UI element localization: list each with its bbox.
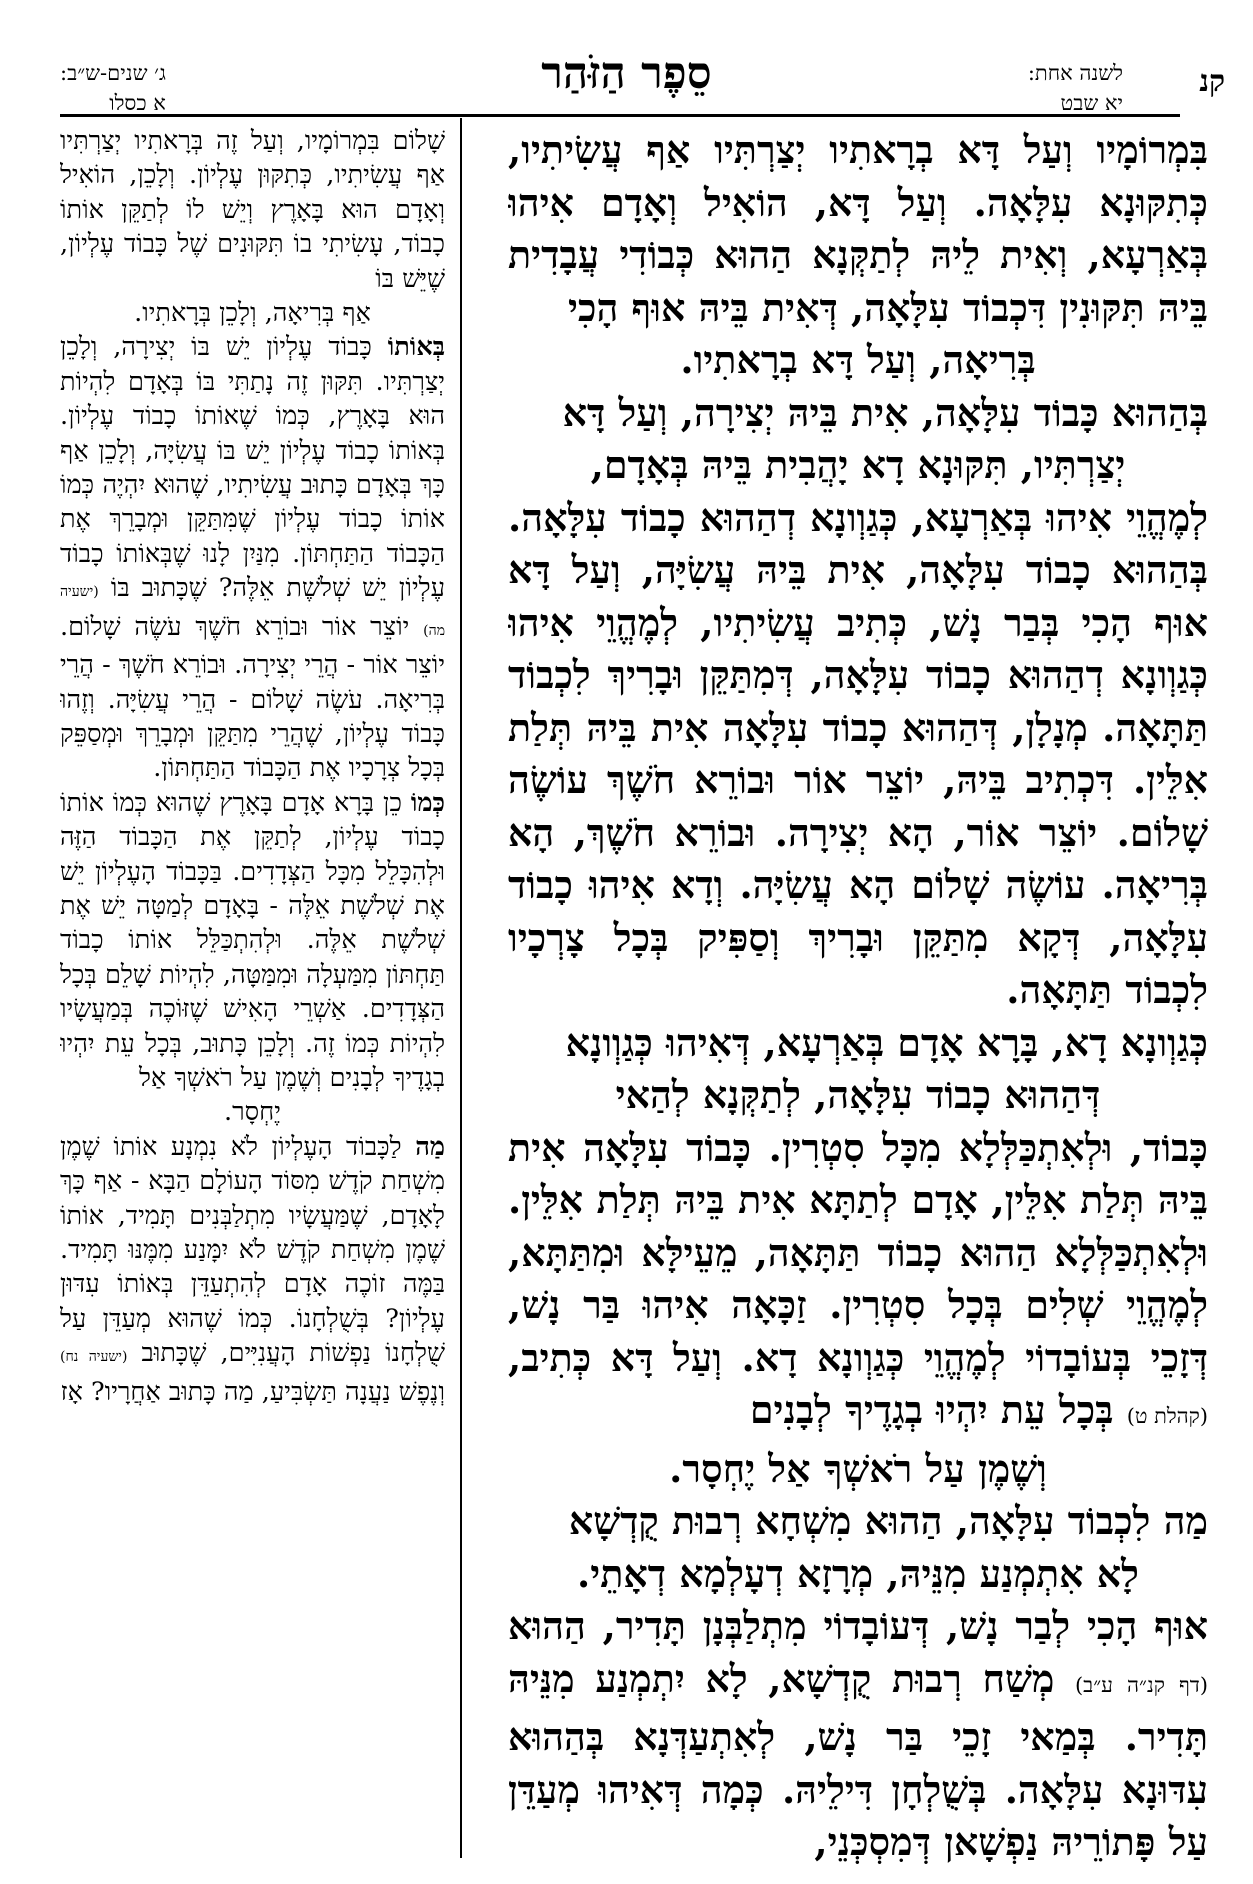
main-text: מְשַׁח רְבוּת קֻדְשָׁא, לָא יִתְמְנַע מִנֵּיהּ תָּדִיר. בְּמַאי זָכֵי בַּר נָשׁ, לְאִתְעַדְּנָא בְּהַהוּא עִדּוּנָא עִלָּאָה. בְּשֻׁלְחָן דִּילֵיהּ. כְּמָה דְּאִיהוּ מְעַדֵּן עַל פָּתוֹרֵיהּ נַפְשָׁאן דְּמִסְכְּנֵי, <box>508 1655 1208 1864</box>
main-text: אוּף הָכִי לְבַר נָשׁ, דְּעוֹבָדוֹי מִתְלַבְּנָן תָּדִיר, הַהוּא <box>508 1603 1208 1648</box>
main-paragraph-line <box>508 1548 1208 1601</box>
side-paragraph-end <box>60 1095 445 1129</box>
main-text: לְמֶהֱוֵי אִיהוּ בְּאַרְעָא, כְּגַוְונָא דְהַהוּא כָבוֹד עִלָּאָה. בְּהַהוּא כָבוֹד עִלָּאָה, אִית בֵּיהּ עֲשִׂיָּה, וְעַל דָּא אוּף הָכִי בְּבַר נָשׁ, כְּתִיב עֲשִׂיתִיו, לְמֶהֱוֵי אִיהוּ כְּגַוְונָא דְהַהוּא כָבוֹד עִלָּאָה, דְּמִתַּקֵּן וּבָרִיךְ לִכְבוֹד תַּתָּאָה. מְנָלָן, דְּהַהוּא כָבוֹד עִלָּאָה אִית בֵּיהּ תְּלַת אִלֵּין. דִּכְתִיב בֵּיהּ, יוֹצֵר אוֹר וּבוֹרֵא חֹשֶׁךְ עוֹשֶׂה שָׁלוֹם. יוֹצֵר אוֹר, הָא יְצִירָה. וּבוֹרֵא חֹשֶׁךְ, הָא בְּרִיאָה. עוֹשֶׂה שָׁלוֹם הָא עֲשִׂיָּה. וְדָא אִיהוּ כָבוֹד עִלָּאָה, דְּקָא מִתַּקֵּן וּבָרִיךְ וְסַפִּיק בְּכָל צָרְכָיו לִכְבוֹד תַּתָּאָה. <box>508 494 1208 1012</box>
main-paragraph <box>508 124 1208 334</box>
schedule-label-left: ג׳ שנים-ש״ב: <box>60 61 166 85</box>
schedule-label-right: לשנה אחת: <box>1027 61 1123 85</box>
page-header <box>0 0 1253 118</box>
side-paragraph <box>60 786 445 1096</box>
main-text: בְּכָל עֵת יִהְיוּ בְגָדֶיךָ לְבָנִים <box>749 1387 1114 1432</box>
study-schedule-three-years <box>60 58 166 118</box>
scripture-reference: (ישעיה מה) <box>60 584 445 639</box>
main-text: דָא, בָּרָא אָדָם בְּאַרְעָא, דְּאִיהוּ כְּגַוְונָא <box>565 1019 1108 1065</box>
main-text: דְּהַהוּא כָבוֹד עִלָּאָה, לְתַקְּנָא לְהַאי <box>615 1072 1101 1117</box>
side-text: יֶחְסָר. <box>224 1097 281 1128</box>
paragraph-lead-word: בְּהַהוּא <box>1111 389 1208 435</box>
main-paragraph-end <box>508 1443 1208 1496</box>
schedule-date-left: א כסלו <box>109 91 166 115</box>
side-paragraph <box>60 330 445 785</box>
main-paragraph-line <box>508 1069 1208 1122</box>
side-text: יוֹצֵר אוֹר וּבוֹרֵא חֹשֶׁךְ עֹשֶׂה שָׁלוֹם. יוֹצֵר אוֹר - הֲרֵי יְצִירָה. וּבוֹרֵא חֹשֶׁךְ - הֲרֵי בְּרִיאָה. עֹשֶׂה שָׁלוֹם - הֲרֵי עֲשִׂיָּה. וְזֶהוּ כָּבוֹד עֶלְיוֹן, שֶׁהֲרֵי מִתַּקֵּן וּמְבָרֵךְ וּמְסַפֵּק בְּכָל צְרָכָיו אֶת הַכָּבוֹד הַתַּחְתּוֹן. <box>60 611 445 784</box>
paragraph-lead-word: כְּמוֹ <box>410 787 445 818</box>
main-text: לִכְבוֹד עִלָּאָה, הַהוּא מִשְׁחָא רְבוּת קֻדְשָׁא <box>568 1498 1151 1543</box>
side-text: אַף בְּרִיאָה, וְלָכֵן בְּרָאתִיו. <box>134 298 371 329</box>
page-number: קנ <box>1199 64 1225 99</box>
paragraph-lead-word: מַה <box>415 1131 445 1162</box>
side-paragraph-end <box>60 296 445 330</box>
main-paragraph-end <box>508 334 1208 387</box>
main-paragraph <box>508 387 1208 440</box>
book-title: סֵפֶר הַזֹּהַר <box>541 48 712 99</box>
main-text: לָא אִתְמְנַע מִנֵּיהּ, מְרָזָא דְעָלְמָא דְאָתֵי. <box>577 1550 1139 1596</box>
side-paragraph <box>60 1130 445 1409</box>
hebrew-translation-column <box>60 124 445 1864</box>
main-text: וְשֶׁמֶן עַל רֹאשְׁךָ אַל יֶחְסָר. <box>669 1445 1047 1491</box>
paragraph-lead-word: מַה <box>1163 1498 1208 1543</box>
main-paragraph-line <box>508 439 1208 492</box>
main-paragraph <box>508 1122 1208 1443</box>
main-text: כָּבוֹד, וּלְאִתְכַּלְּלָא מִכָּל סִטְרִין. כָּבוֹד עִלָּאָה אִית בֵּיהּ תְּלַת אִלֵּין, אָדָם לְתַתָּא אִית בֵּיהּ תְּלַת אִלֵּין. וּלְאִתְכַּלְּלָא הַהוּא כָבוֹד תַּתָּאָה, מֵעֵילָּא וּמִתַּתָּא, לְמֶהֱוֵי שְׁלִים בְּכָל סִטְרִין. זַכָּאָה אִיהוּ בַּר נָשׁ, דְּזָכֵי בְּעוֹבָדוֹי לְמֶהֱוֵי כְּגַוְונָא דָא. וְעַל דָּא כְּתִיב, <box>508 1124 1208 1380</box>
main-paragraph <box>508 1495 1208 1548</box>
side-text: שָׁלוֹם בִּמְרוֹמָיו, וְעַל זֶה בְּרָאתִיו יְצַרְתִּיו אַף עֲשִׂיתִיו, כְּתִקּוּן עֶלְיוֹן. וְלָכֵן, הוֹאִיל וְאָדָם הוּא בָּאָרֶץ וְיֵשׁ לוֹ לְתַקֵּן אוֹתוֹ כָבוֹד, עָשִׂיתִי בוֹ תִּקּוּנִים שֶׁל כָּבוֹד עֶלְיוֹן, שֶׁיֵּשׁ בּוֹ <box>60 126 445 294</box>
scripture-reference: (ישעיה נח) <box>60 1349 128 1366</box>
column-divider <box>460 118 462 1858</box>
side-text: כָּבוֹד עֶלְיוֹן יֵשׁ בּוֹ יְצִירָה, וְלָכֵן יְצַרְתִּיו. תִּקּוּן זֶה נָתַתִּי בּוֹ בְּאָדָם לִהְיוֹת הוּא בָּאָרֶץ, כְּמוֹ שֶׁאוֹתוֹ כָבוֹד עֶלְיוֹן. בְּאוֹתוֹ כָבוֹד עֶלְיוֹן יֵשׁ בּוֹ עֲשִׂיָּה, וְלָכֵן אַף כָּךְ בְּאָדָם כָּתוּב עֲשִׂיתִיו, שֶׁהוּא יִהְיֶה כְּמוֹ אוֹתוֹ כָבוֹד עֶלְיוֹן שֶׁמִּתַּקֵּן וּמְבָרֵךְ אֶת הַכָּבוֹד הַתַּחְתּוֹן. מִנַּיִן לָנוּ שֶׁבְּאוֹתוֹ כָבוֹד עֶלְיוֹן יֵשׁ שְׁלֹשֶׁת אֵלֶּה? שֶׁכָּתוּב בּוֹ <box>60 332 445 604</box>
folio-reference: (דף קנ״ה ע״ב) <box>1075 1672 1208 1697</box>
main-paragraph <box>508 1017 1208 1070</box>
main-text: יְצַרְתִּיו, תִּקּוּנָא דָא יָהֲבִית בֵּיהּ בְּאָדָם, <box>590 442 1126 487</box>
side-text: לַכָּבוֹד הָעֶלְיוֹן לֹא נִמְנָע אוֹתוֹ שֶׁמֶן מִשְׁחַת קֹדֶשׁ מִסּוֹד הָעוֹלָם הַבָּא - אַף כָּךְ לָאָדָם, שֶׁמַּעֲשָׂיו מִתְלַבְּנִים תָּמִיד, אוֹתוֹ שֶׁמֶן מִשְׁחַת קֹדֶשׁ לֹא יִמָּנַע מִמֶּנּוּ תָּמִיד. בַּמֶּה זוֹכֶה אָדָם לְהִתְעַדֵּן בְּאוֹתוֹ עִדּוּן עֶלְיוֹן? בְּשֻׁלְחָנוֹ. כְּמוֹ שֶׁהוּא מְעַדֵּן עַל שֻׁלְחָנוֹ נַפְשׁוֹת הָעֲנִיִּים, שֶׁכָּתוּב <box>60 1131 445 1369</box>
side-paragraph <box>60 124 445 296</box>
side-text: וְנֶפֶשׁ נַעֲנָה תַּשְׂבִּיעַ, מַה כָּתוּב אַחֲרָיו? אָז <box>60 1376 445 1407</box>
paragraph-lead-word: כְּגַוְונָא <box>1120 1019 1208 1065</box>
header-rule <box>60 114 1180 117</box>
aramaic-main-column <box>508 124 1208 1864</box>
scripture-reference: (קהלת ט) <box>1126 1404 1208 1428</box>
schedule-date-right: יא שבט <box>1060 91 1123 115</box>
paragraph-lead-word: בְּאוֹתוֹ <box>387 332 445 363</box>
main-paragraph <box>508 1600 1208 1864</box>
main-paragraph <box>508 492 1208 1017</box>
main-text: כָּבוֹד עִלָּאָה, אִית בֵּיהּ יְצִירָה, וְעַל דָּא <box>562 389 1099 435</box>
main-text: בְּרִיאָה, וְעַל דָּא בְרָאתִיו. <box>680 337 1036 382</box>
main-text: בִּמְרוֹמָיו וְעַל דָּא בְרָאתִיו יְצַרְתִּיו אַף עֲשִׂיתִיו, כְּתִקּוּנָא עִלָּאָה. וְעַל דָּא, הוֹאִיל וְאָדָם אִיהוּ בְּאַרְעָא, וְאִית לֵיהּ לְתַקְּנָא הַהוּא כְּבוֹדִי עֲבָדִית בֵּיהּ תִּקּוּנִין דִּכְבוֹד עִלָּאָה, דְּאִית בֵּיהּ אוּף הָכִי <box>508 127 1208 330</box>
side-text: כֵן בָּרָא אָדָם בָּאָרֶץ שֶׁהוּא כְּמוֹ אוֹתוֹ כָבוֹד עֶלְיוֹן, לְתַקֵּן אֶת הַכָּבוֹד הַזֶּה וּלְהִכָּלֵל מִכָּל הַצְּדָדִים. בַּכָּבוֹד הָעֶלְיוֹן יֵשׁ אֶת שְׁלֹשֶׁת אֵלֶּה - בָּאָדָם לְמַטָּה יֵשׁ אֶת שְׁלֹשֶׁת אֵלֶּה. וּלְהִתְכַּלֵּל אוֹתוֹ כָבוֹד תַּחְתּוֹן מִמַּעְלָה וּמִמַּטָּה, לִהְיוֹת שָׁלֵם בְּכָל הַצְּדָדִים. אַשְׁרֵי הָאִישׁ שֶׁזּוֹכֶה בְּמַעֲשָׂיו לִהְיוֹת כְּמוֹ זֶה. וְלָכֵן כָּתוּב, בְּכָל עֵת יִהְיוּ בְגָדֶיךָ לְבָנִים וְשֶׁמֶן עַל רֹאשְׁךָ אַל <box>60 787 445 1093</box>
